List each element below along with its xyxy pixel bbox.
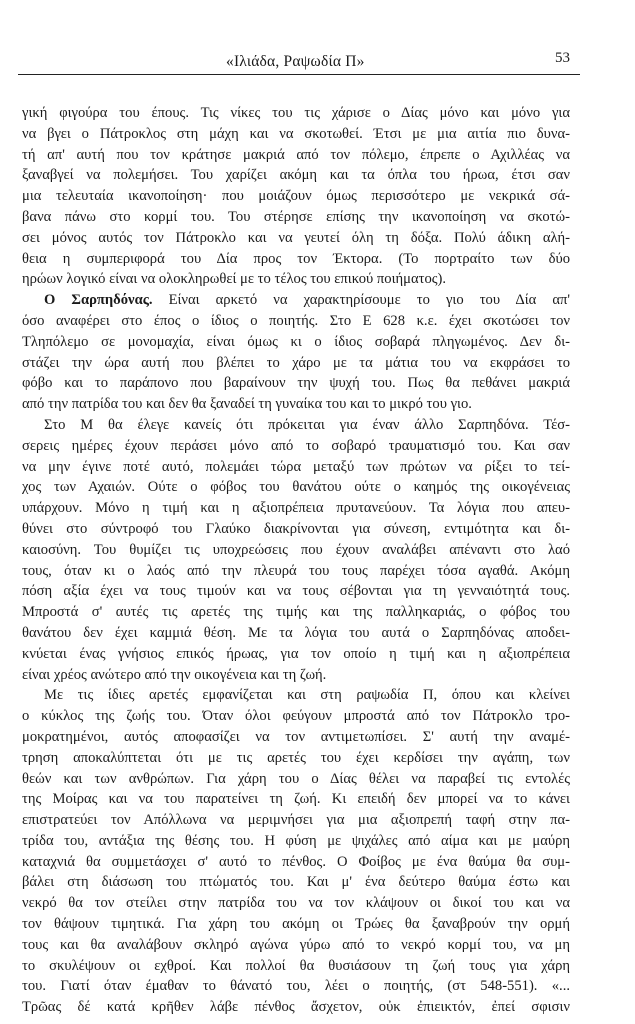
text-line: Τληπόλεμο σε μονομαχία, είναι όμως κι ο ίδιος σοβαρά πληγωμένος. Δεν δι- (22, 333, 570, 350)
text-line: ηρώων λογικό είναι να ολοκληρωθεί με το τέλος του επικού ποιήματος). (22, 271, 447, 288)
paragraph-1 (22, 103, 570, 290)
text-line: να βγει ο Πάτροκλος στη μάχη και να σκοτωθεί. Έτσι με μια αιτία πιο δυνα- (22, 125, 570, 142)
text-line: μοκρατημένοι, αυτός αποφασίζει να τον αντιμετωπίσει. Σ' αυτή την αναμέ- (22, 728, 570, 745)
text-line: επιστρατεύει τον Απόλλωνα να μεριμνήσει για μια αξιοπρεπή ταφή στην πα- (22, 812, 570, 829)
running-title: «Ιλιάδα, Ραψωδία Π» (226, 53, 365, 70)
text-line: μια τελευταία ικανοποίηση· που μοιάζουν όμως περισσότερο με νεκρικά σά- (22, 188, 570, 205)
text-line: τον θάψουν τιμητικά. Για χάρη του ακόμη οι Τρώες θα ξαναβρούν την ορμή (22, 916, 570, 933)
text-line: νεκρό θα τον στείλει στην πατρίδα του να τον κλάψουν οι δικοί του και να (22, 895, 570, 912)
text-line: καταχνιά θα συμμετάσχει σ' αυτό το πένθος. Ο Φοίβος με ένα θαύμα θα συμ- (22, 853, 570, 870)
text-line: Με τις ίδιες αρετές εμφανίζεται και στη ραψωδία Π, όπου και κλείνει (44, 687, 570, 704)
text-line: είναι χρέος ανώτερο από την οικογένεια και τη ζωή. (22, 666, 327, 683)
text-line: ξαναβγεί να πολεμήσει. Του χαρίζει ακόμη και τα όπλα του ήρωα, έτσι σαν (22, 167, 570, 184)
text-line: πόση αξία έχει να τους τιμούν και να τους σέβονται για τη γενναιότητά τους. (22, 583, 570, 600)
text-line: χος των Αχαιών. Ούτε ο φόβος του θανάτου ούτε ο καημός της οικογένειας (22, 479, 570, 496)
paragraph-4 (22, 685, 570, 1018)
section-heading: Ο Σαρπηδόνας. (44, 292, 153, 309)
text-line: θεών και των ανθρώπων. Για χάρη του ο Δίας θέλει να παραβεί τις εντολές (22, 770, 570, 787)
text-line: ο κύκλος της ζωής του. Όταν όλοι φεύγουν μπροστά από τον Πάτροκλο τρο- (22, 708, 570, 725)
text-line: υπάρχουν. Μόνο η τιμή και η αξιοπρέπεια πρυτανεύουν. Τα λόγια που απευ- (22, 500, 570, 517)
text-line: από την πατρίδα του και δεν θα ξαναδεί τη γυναίκα του και το μικρό του γιο. (22, 396, 472, 413)
text-line: να μην έγινε ποτέ αυτό, πολεμάει τώρα μεταξύ των πρώτων να ρίξει το τεί- (22, 458, 570, 475)
text-line: φόβο και το παράπονο που βαραίνουν την ψυχή του. Πως θα πεθάνει μακριά (22, 375, 570, 392)
text-line: σερεις ημέρες έχουν περάσει μόνο από το σοβαρό τραυματισμό του. Και σαν (22, 437, 570, 454)
page-number: 53 (555, 50, 570, 66)
text-line: όσο αναφέρει στο έπος ο ίδιος ο ποιητής. Στο Ε 628 κ.ε. έχει σκοτώσει τον (22, 312, 570, 329)
text-line: της Μοίρας και να του παρατείνει τη ζωή. Κι επειδή δεν μπορεί να το κάνει (22, 791, 570, 808)
text-line: τους, όταν κι ο λαός από την πλευρά του τους παρέχει τόσα αγαθά. Ακόμη (22, 562, 570, 579)
text-line: κνύεται ένας γνήσιος επικός ήρωας, για τον οποίο η τιμή και η αξιοπρέπεια (22, 645, 570, 662)
text-line: βάλει στη διάσωση του πτώματός του. Και μ' ένα δεύτερο θαύμα έστω και (22, 874, 570, 891)
text-line: καιοσύνη. Του θυμίζει τις υποχρεώσεις που έχουν αναλάβει απέναντι στο λαό (22, 541, 570, 558)
text-line: του. Γιατί όταν έμαθαν το θάνατό του, λέει ο ποιητής, (στ 548-551). «... (22, 978, 570, 995)
text-line: θανάτου δεν έχει καμμιά θέση. Με τα λόγια του αυτά ο Σαρπηδόνας αποδει- (22, 624, 570, 641)
text-line: Μπροστά σ' αυτές τις αρετές της τιμής και της παλληκαριάς, ο φόβος του (22, 604, 570, 621)
paragraph-3 (22, 415, 570, 685)
text-line: τους και θα αναλάβουν σκληρό αγώνα γύρω από το νεκρό κορμί του, να μη (22, 936, 570, 953)
text-line: γική φιγούρα του έπους. Τις νίκες του τις χάρισε ο Δίας μόνο και μόνο για (22, 105, 570, 121)
text-line (22, 290, 570, 311)
text-line: Στο Μ θα έλεγε κανείς ότι πρόκειται για έναν άλλο Σαρπηδόνα. Τέσ- (44, 416, 570, 433)
body-text (22, 103, 570, 1018)
text-line: σει μόνος αυτός τον Πάτροκλο και να γευτεί όλη τη δόξα. Πολύ άδικη αλή- (22, 229, 570, 246)
text-line: στάζει την ώρα αυτή που βλέπει το χάρο με τα μάτια του να εκφράσει το (22, 354, 570, 371)
text-line: το σκυλέψουν οι εχθροί. Και πολλοί θα θυσιάσουν τη ζωή τους για χάρη (22, 957, 570, 974)
paragraph-2 (22, 290, 570, 415)
text-line: βανα πάνω στο κορμί του. Του στέρησε επίσης την ικανοποίηση να σκοτώ- (22, 208, 570, 225)
text-line: τρηση αποκαλύπτεται ότι με τις αρετές του έχει κερδίσει την αγάπη, των (22, 749, 570, 766)
text-line: Τρῶας δέ κατά κρῆθεν λάβε πένθος ἄσχετον, οὐκ ἐπιεικτόν, ἐπεί σφισιν (22, 999, 570, 1016)
text-run: Είναι αρκετό να χαρακτηρίσουμε το γιο του Δία απ' (152, 292, 570, 309)
text-line: τή απ' αυτή που τον κράτησε μακριά από τον πόλεμο, έπρεπε ο Αχιλλέας να (22, 146, 570, 163)
running-header (18, 50, 578, 74)
text-line: θεια η συμπεριφορά του Δία προς τον Έκτορα. (Το πορτραίτο των δύο (22, 250, 570, 267)
header-rule (18, 74, 580, 75)
text-line: τρίδα του, αντάξια της θέσης του. Η φύση με ψιχάλες από αίμα και με μαύρη (22, 832, 570, 849)
text-line: θύνει στο σύντροφό του Γλαύκο διακρίνονται για σύνεση, εντιμότητα και δι- (22, 520, 570, 537)
